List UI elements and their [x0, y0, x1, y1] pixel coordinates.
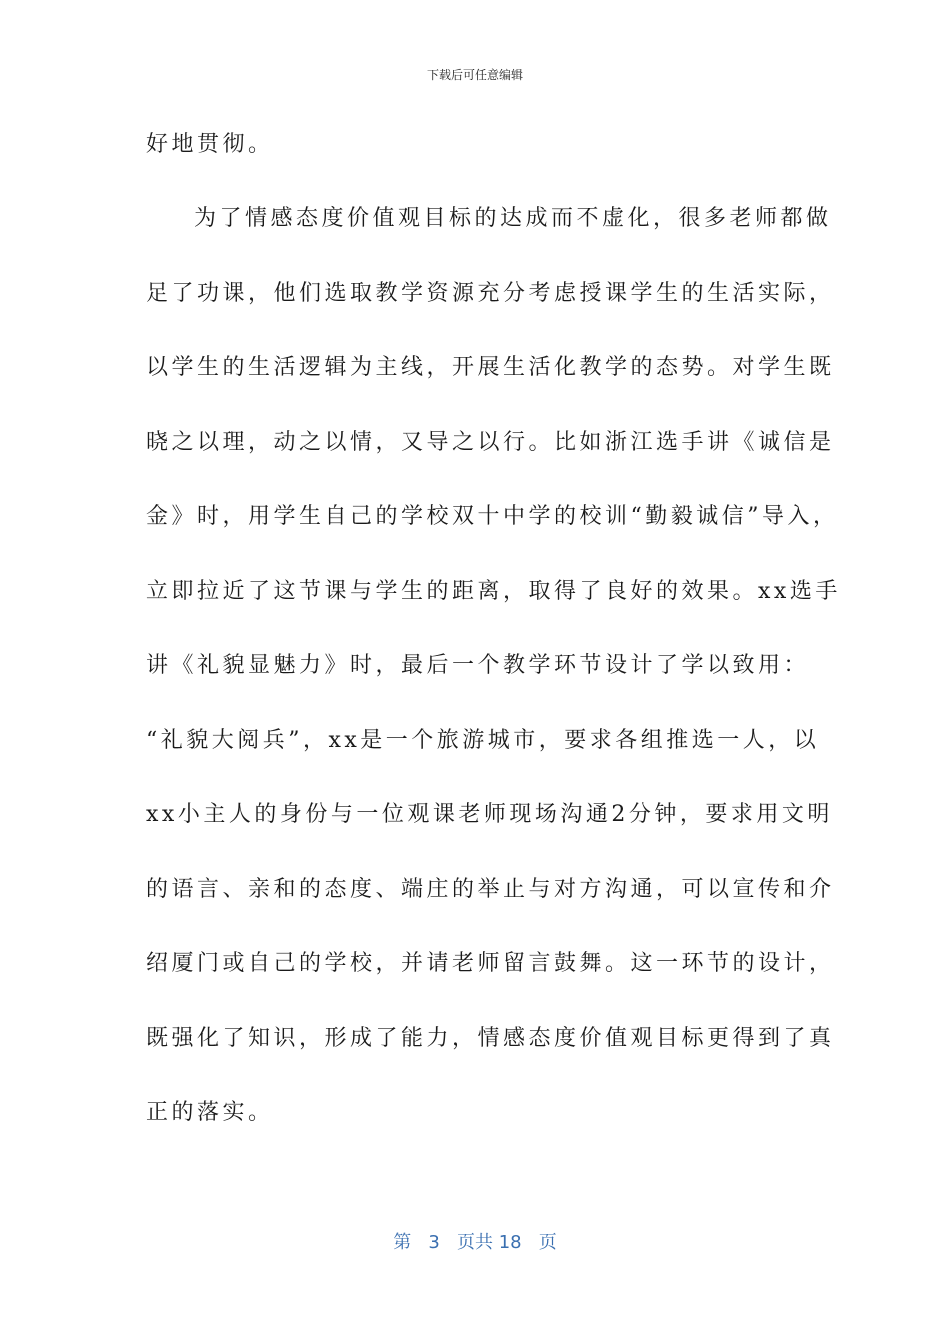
paragraph-line: 金》时，用学生自己的学校双十中学的校训“勤毅诚信”导入， — [146, 504, 839, 529]
paragraph-line: 的语言、亲和的态度、端庄的举止与对方沟通，可以宣传和介 — [146, 877, 835, 902]
paragraph-line: 绍厦门或自己的学校，并请老师留言鼓舞。这一环节的设计， — [146, 951, 835, 976]
paragraph-line: 正的落实。 — [146, 1100, 274, 1125]
footer-current-page: 3 — [428, 1232, 440, 1253]
page-header: 下载后可任意编辑 — [426, 68, 523, 82]
paragraph-line: xx小主人的身份与一位观课老师现场沟通2分钟，要求用文明 — [146, 802, 833, 827]
paragraph-line: 足了功课，他们选取教学资源充分考虑授课学生的生活实际， — [146, 281, 835, 306]
paragraph-line: 好地贯彻。 — [146, 132, 274, 157]
footer-page-suffix: 页 — [538, 1232, 557, 1253]
paragraph-line: 为了情感态度价值观目标的达成而不虚化，很多老师都做 — [194, 206, 832, 231]
footer-page-mid: 页共 — [456, 1232, 493, 1253]
footer-total-pages: 18 — [498, 1232, 522, 1253]
page-footer — [0, 1228, 950, 1254]
paragraph-line: 讲《礼貌显魅力》时，最后一个教学环节设计了学以致用： — [146, 653, 810, 678]
paragraph-line: 既强化了知识，形成了能力，情感态度价值观目标更得到了真 — [146, 1026, 835, 1051]
paragraph-line: 以学生的生活逻辑为主线，开展生活化教学的态势。对学生既 — [146, 355, 835, 380]
paragraph-line: “礼貌大阅兵”，xx是一个旅游城市，要求各组推选一人，以 — [146, 728, 820, 753]
footer-page-prefix: 第 — [393, 1232, 412, 1253]
paragraph-line: 晓之以理，动之以情，又导之以行。比如浙江选手讲《诚信是 — [146, 430, 835, 455]
paragraph-line: 立即拉近了这节课与学生的距离，取得了良好的效果。xx选手 — [146, 579, 841, 604]
